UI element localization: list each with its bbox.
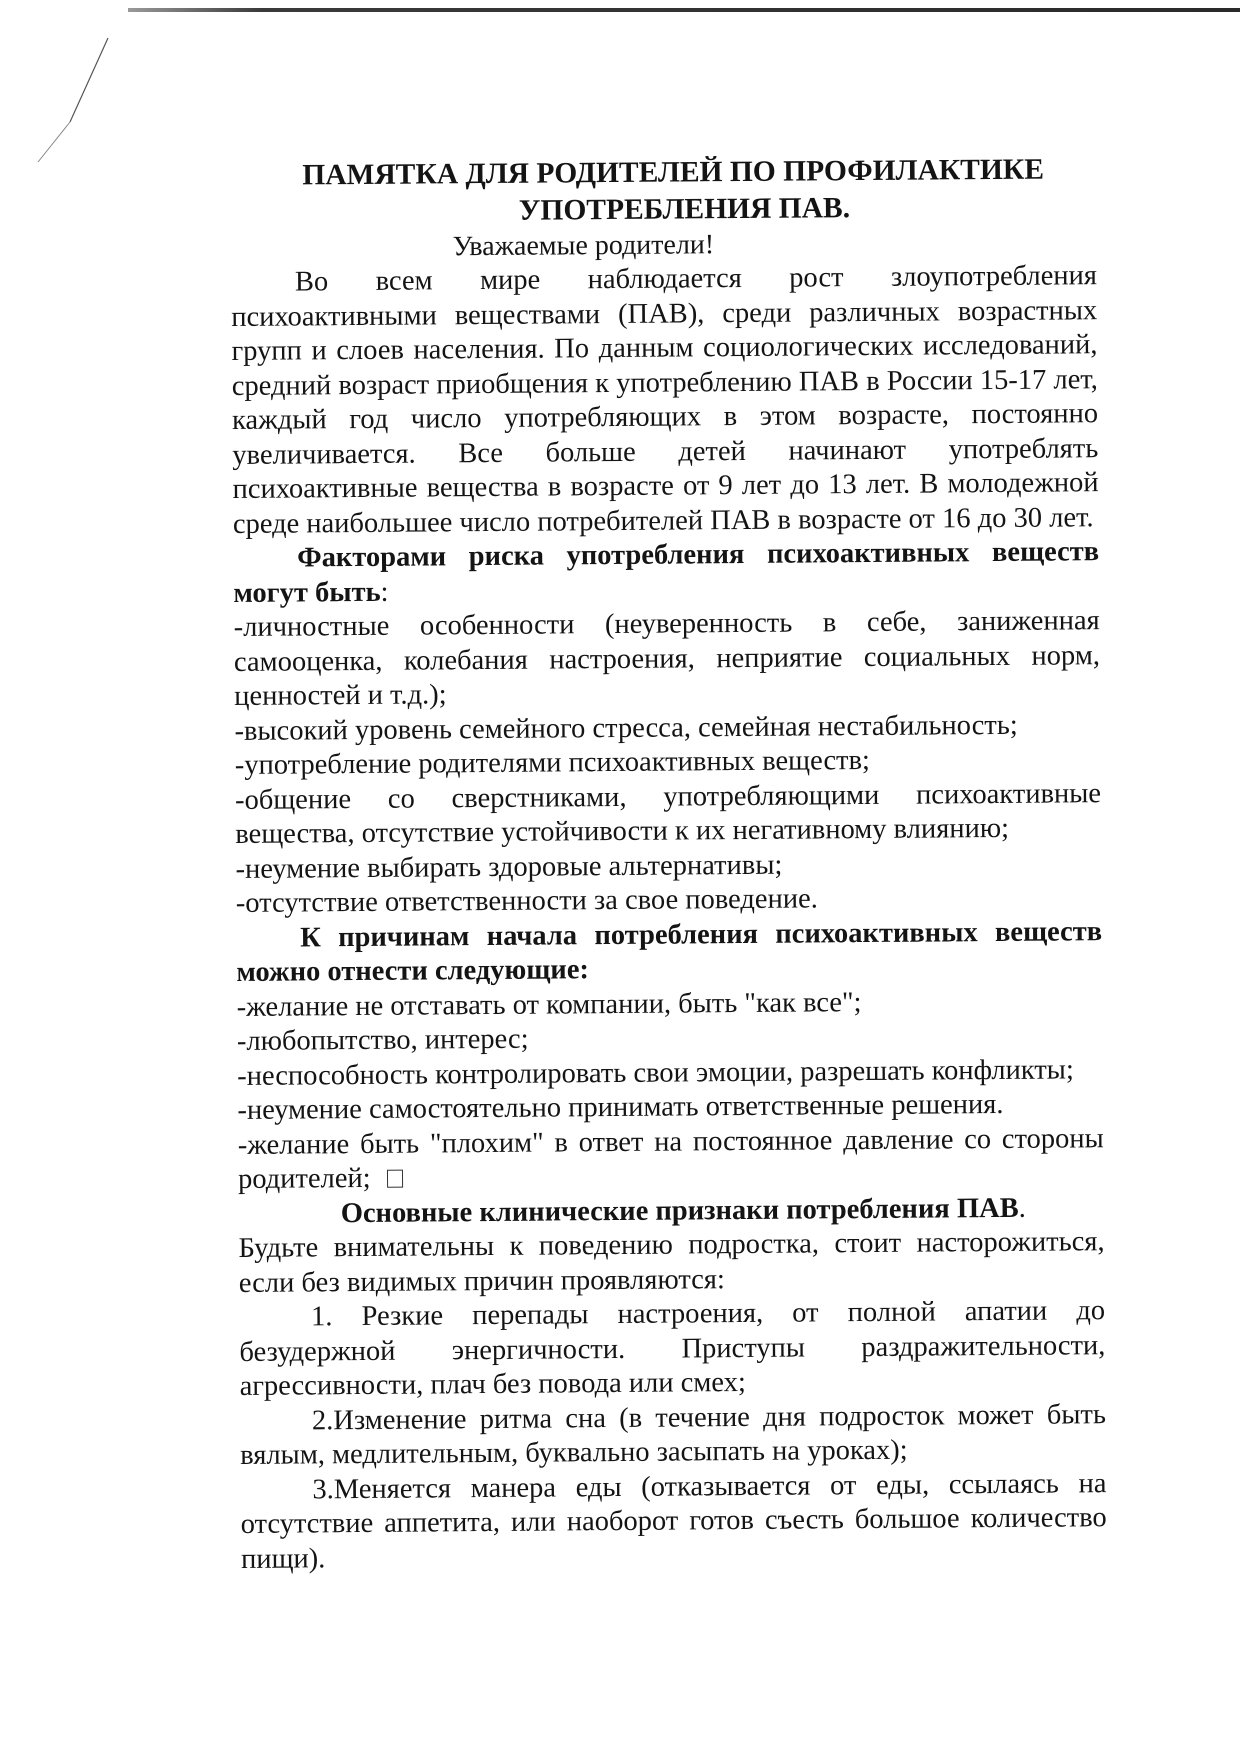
title-line-2: УПОТРЕБЛЕНИЯ ПАВ.: [518, 192, 851, 227]
risk-factors-heading-suffix: :: [380, 576, 389, 608]
cause-item: -любопытство, интерес;: [236, 1023, 529, 1057]
signs-intro: Будьте внимательны к поведению подростка, стоит насторожиться, если без видимых причин проявляются:: [238, 1226, 1105, 1299]
cause-item-last: [238, 1122, 1105, 1198]
risk-item: -личностные особенности (неуверенность в себе, заниженная самооценка, колебания настроения, неприятие социальных норм, ценностей и т.д.);: [233, 605, 1101, 712]
causes-heading: К причинам начала потребления психоактивных веществ можно отнести следующие:: [236, 915, 1103, 988]
missing-glyph-box: [387, 1170, 403, 1188]
risk-item: -высокий уровень семейного стресса, семейная нестабильность;: [234, 709, 1018, 747]
cause-item: -желание не отставать от компании, быть "как все";: [236, 986, 862, 1023]
sign-item: 3.Меняется манера еды (отказывается от еды, ссылаясь на отсутствие аппетита, или наоборот готов съесть большое количество пищи).: [240, 1467, 1107, 1575]
intro-paragraph: Во всем мире наблюдается рост злоупотребления психоактивными веществами (ПАВ), среди различных возрастных групп и слоев населения. По данным социологических исследований, средний возраст приобщения к употреблению ПАВ в России 15-17 лет, каждый год число употребляющих в этом возрасте, постоянно увеличивается. Все больше детей начинают употреблять психоактивные вещества в возрасте от 9 лет до 13 лет. В молодежной среде наибольшее число потребителей ПАВ в возрасте от 16 до 30 лет.: [231, 260, 1099, 540]
page-title: [250, 151, 1097, 232]
scan-edge-shadow: [128, 8, 1240, 12]
title-line-1: ПАМЯТКА ДЛЯ РОДИТЕЛЕЙ ПО ПРОФИЛАКТИКЕ: [302, 153, 1045, 192]
pen-stroke-mark: [30, 30, 120, 170]
risk-item: -употребление родителями психоактивных веществ;: [234, 744, 871, 781]
memo-page: [230, 151, 1107, 1577]
risk-item: -неумение выбирать здоровые альтернативы;: [235, 849, 783, 885]
greeting: Уважаемые родители!: [452, 229, 715, 263]
signs-heading-suffix: .: [1018, 1192, 1026, 1224]
risk-factors-heading-text: Факторами риска употребления психоактивных веществ могут быть: [233, 536, 1100, 609]
sign-item: 2.Изменение ритма сна (в течение дня подросток может быть вялым, медлительным, буквально засыпать на уроках);: [240, 1398, 1107, 1471]
risk-item: -общение со сверстниками, употребляющими психоактивные вещества, отсутствие устойчивости к их негативному влиянию;: [234, 777, 1102, 850]
cause-item-text: -желание быть "плохим" в ответ на постоянное давление со стороны родителей;: [237, 1122, 1104, 1195]
risk-item: -отсутствие ответственности за свое поведение.: [235, 883, 818, 919]
sign-item: 1. Резкие перепады настроения, от полной апатии до безудержной энергичности. Приступы раздражительности, агрессивности, плач без повода или смех;: [239, 1295, 1106, 1402]
cause-item: -неспособность контролировать свои эмоции, разрешать конфликты;: [237, 1053, 1074, 1092]
cause-item: -неумение самостоятельно принимать ответственные решения.: [237, 1088, 1004, 1126]
signs-heading-text: Основные клинические признаки потребления ПАВ: [340, 1192, 1019, 1229]
risk-factors-heading: [233, 535, 1100, 611]
